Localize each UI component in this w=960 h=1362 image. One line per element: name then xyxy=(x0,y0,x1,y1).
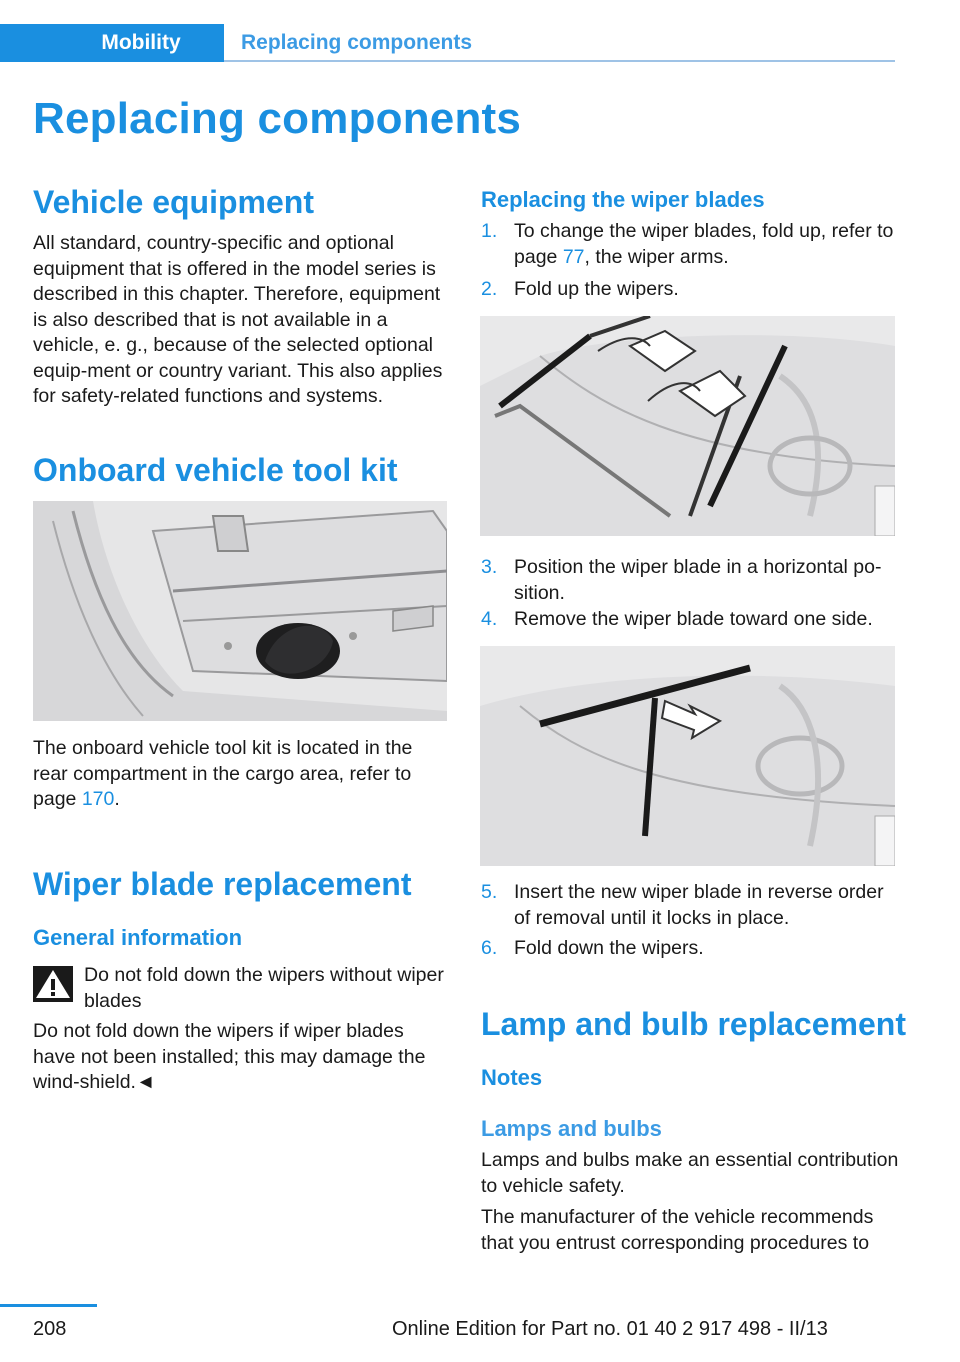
warning-text: Do not fold down the wipers if wiper blades have not been installed; this may damage the wind‐shield.◄ xyxy=(33,1020,426,1093)
footer-rule xyxy=(0,1304,97,1307)
page-title: Replacing components xyxy=(33,94,522,143)
warning-title: Do not fold down the wipers without wiper blades xyxy=(84,964,444,1012)
heading-vehicle-equipment: Vehicle equipment xyxy=(33,184,314,220)
page-link-77[interactable]: 77 xyxy=(562,245,585,268)
heading-notes: Notes xyxy=(481,1065,543,1090)
wiper-blade-remove-photo xyxy=(480,646,895,866)
vehicle-equipment-text: All standard, country-specific and optional equipment that is offered in the model series is described in this chapter. Therefore, equipment is also described that is not available in a vehicle, e. g., because of the selected optional equip‐ment or country variant. This also applies for safety-related functions and systems. xyxy=(33,232,443,407)
lamps-text-2: The manufacturer of the vehicle recommends that you entrust corresponding procedures to xyxy=(481,1206,874,1254)
tool-kit-photo xyxy=(33,501,447,721)
heading-lamp-replacement: Lamp and bulb replacement xyxy=(481,1006,906,1042)
step-3: 3. Position the wiper blade in a horizontal po‐sition. xyxy=(481,556,882,604)
heading-replacing-wiper-blades: Replacing the wiper blades xyxy=(481,187,765,212)
page-link-170[interactable]: 170 xyxy=(81,788,115,810)
wiper-arms-illustration xyxy=(480,316,895,536)
wiper-blade-illustration xyxy=(480,646,895,866)
heading-tool-kit: Onboard vehicle tool kit xyxy=(33,452,398,488)
tool-kit-text: The onboard vehicle tool kit is located in the rear compartment in the cargo area, refer to page 170. xyxy=(33,737,413,810)
heading-wiper-replacement: Wiper blade replacement xyxy=(33,866,412,902)
wipers-fold-up-photo xyxy=(480,316,895,536)
step-1: 1. To change the wiper blades, fold up, refer to page 77, the wiper arms. xyxy=(481,220,894,268)
page-number: 208 xyxy=(33,1318,67,1340)
section-tab-mobility[interactable]: Mobility xyxy=(0,24,224,62)
warning-icon xyxy=(33,966,73,1002)
edition-info: Online Edition for Part no. 01 40 2 917 498 - II/13 xyxy=(392,1318,828,1340)
step-5: 5. Insert the new wiper blade in reverse order of removal until it locks in place. xyxy=(481,881,884,929)
lamps-text-1: Lamps and bulbs make an essential contribution to vehicle safety. xyxy=(481,1149,899,1197)
breadcrumb[interactable]: Replacing components xyxy=(241,31,473,54)
cargo-area-illustration xyxy=(33,501,447,721)
heading-general-information: General information xyxy=(33,925,243,950)
heading-lamps-and-bulbs: Lamps and bulbs xyxy=(481,1116,662,1141)
